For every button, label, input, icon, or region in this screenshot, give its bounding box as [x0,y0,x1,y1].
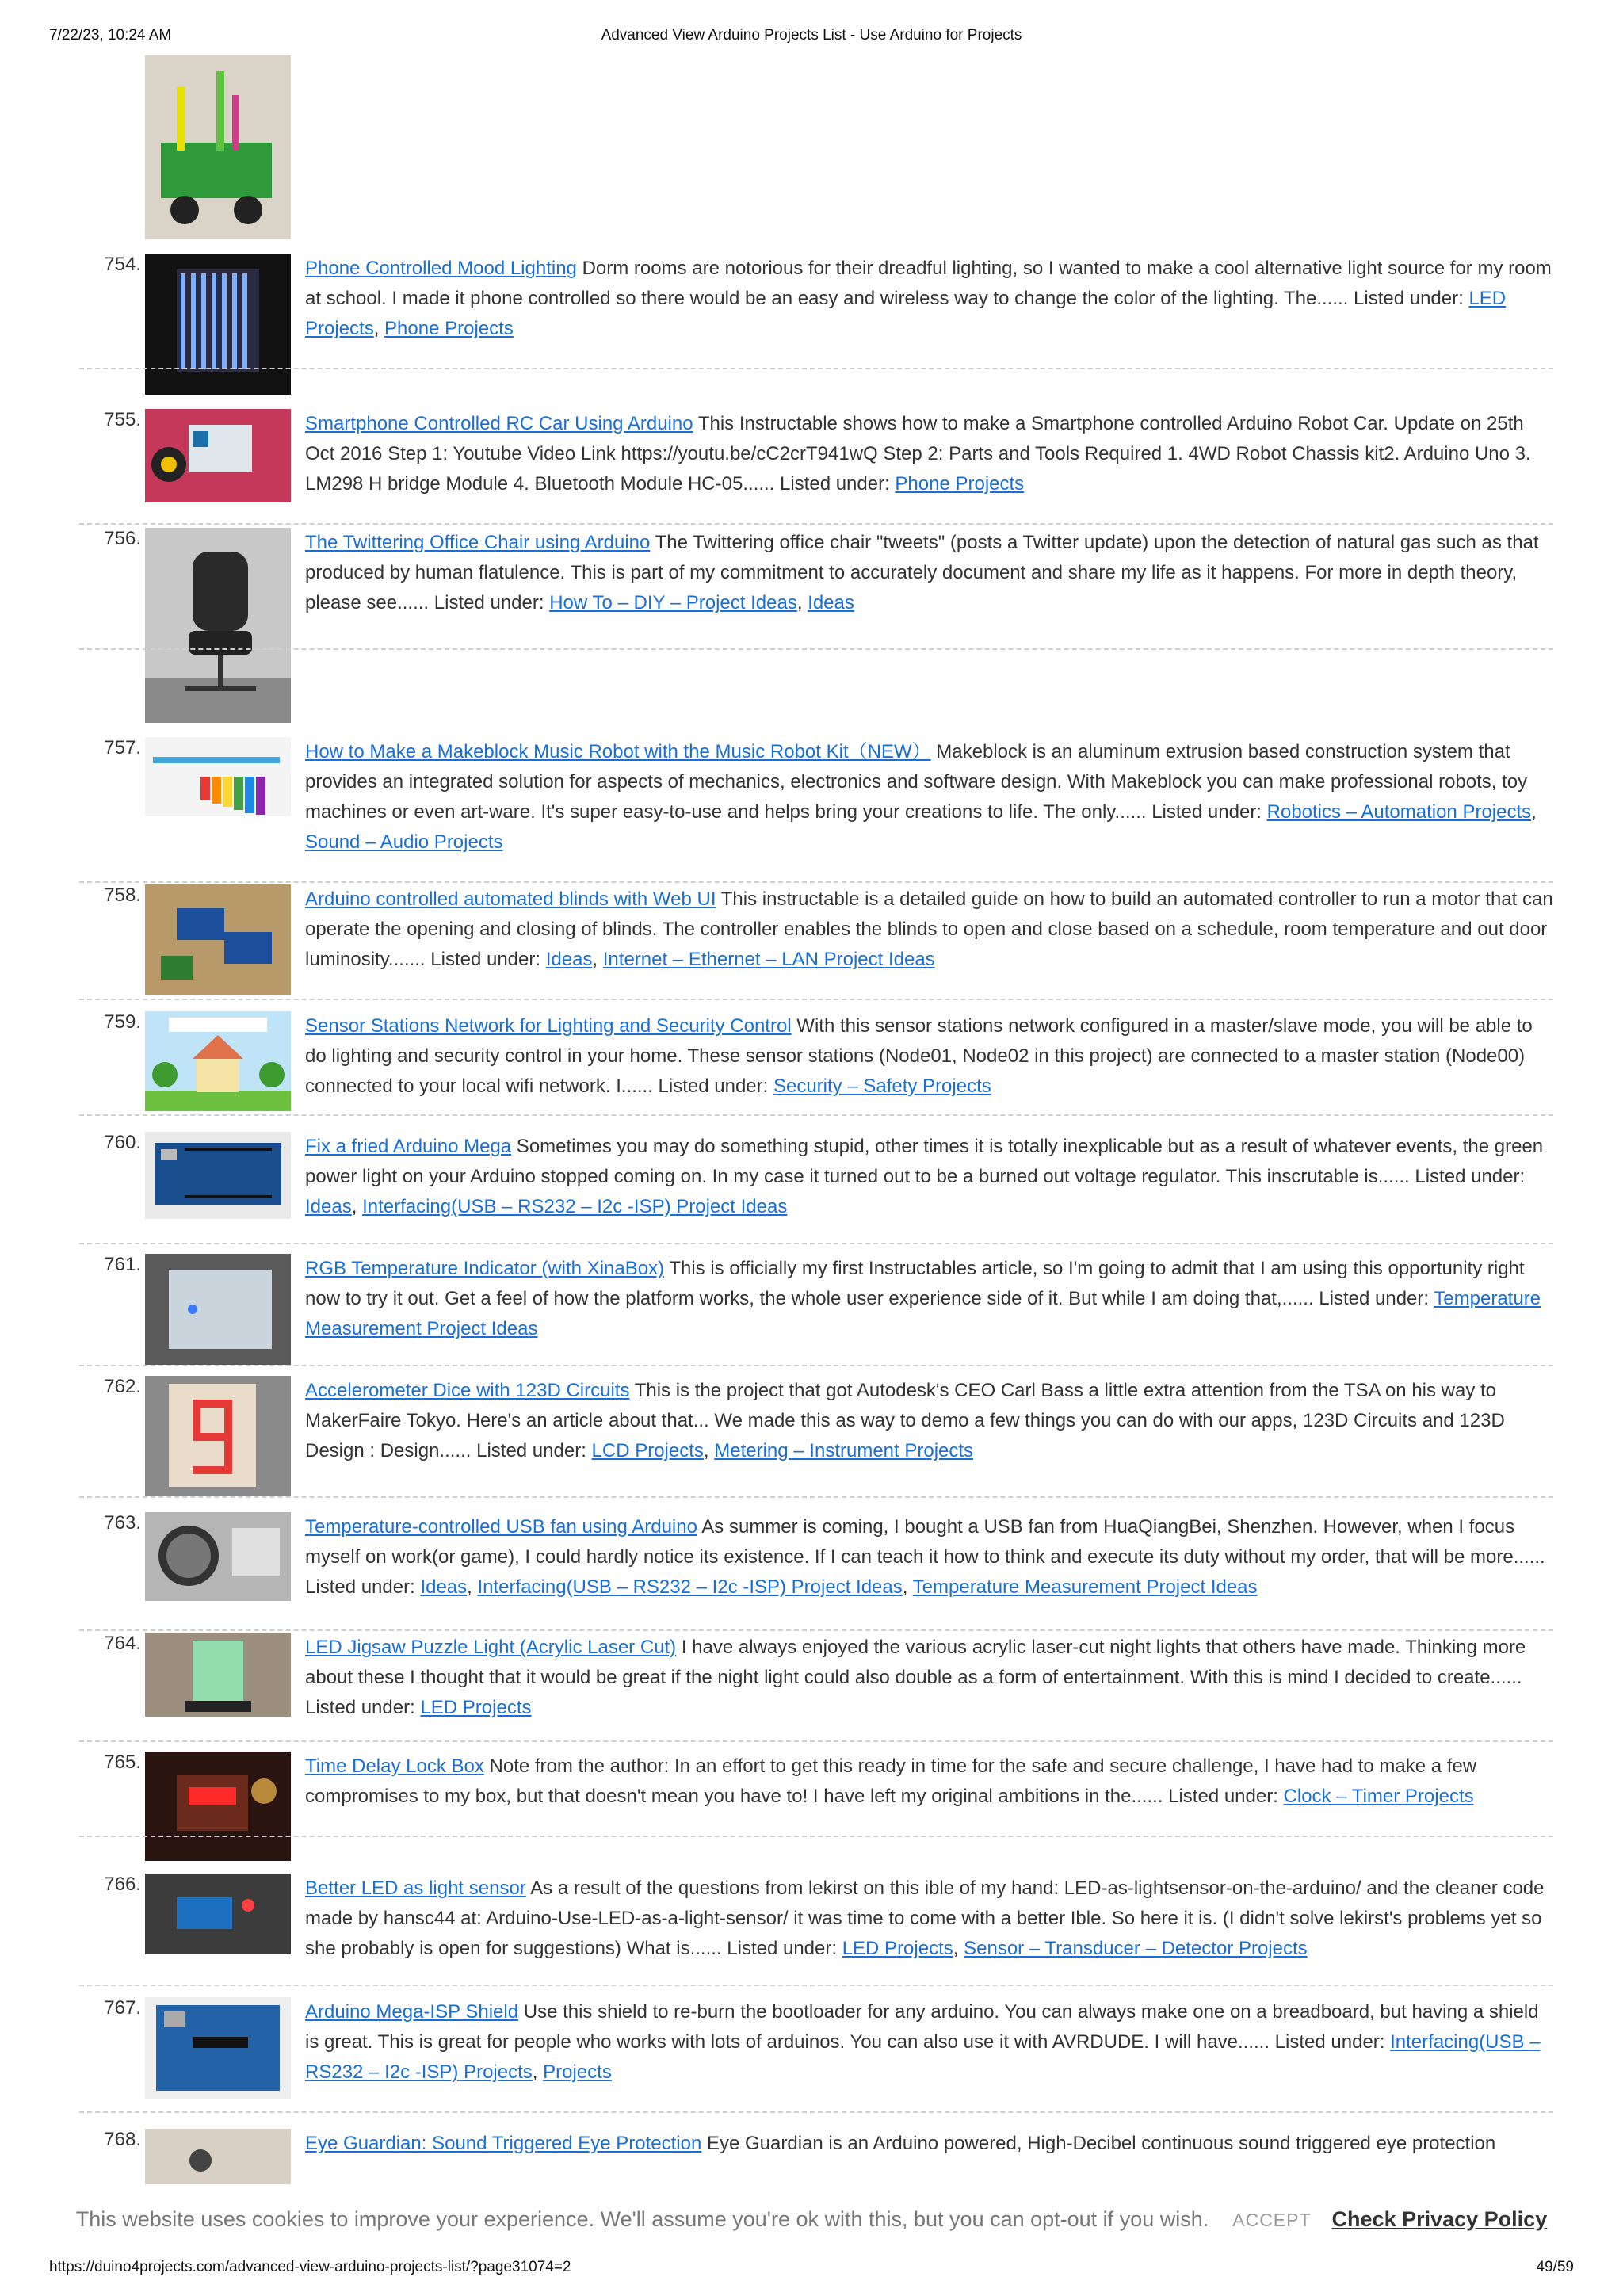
item-number: 763. [104,1512,141,1534]
project-description: Makeblock is an aluminum extrusion based construction system that provides an integrated solution for aspects of mechanics, electronics and software design. With Makeblock you can make professional robots, toy machines or even art-ware. It's super easy-to-use and helps bring your creations to life. The only...... Listed under: [305,741,1528,823]
item-text [305,1752,1553,1812]
category-link[interactable]: Ideas [808,592,854,613]
category-link[interactable]: Ideas [420,1576,468,1598]
project-description: I have always enjoyed the various acrylic laser-cut night lights that others have made. Thinking more about these I thought that it would be great if the night light could also double as a form of entertainment. With this is mind I decided to create...... Listed under: [305,1637,1526,1718]
accept-button[interactable]: ACCEPT [1232,2210,1312,2230]
list-item-766 [79,1874,1553,1986]
category-link[interactable]: Sensor – Transducer – Detector Projects [964,1938,1308,1959]
project-title-link[interactable]: Eye Guardian: Sound Triggered Eye Protection [305,2133,702,2154]
item-text [305,1011,1553,1102]
project-title-link[interactable]: Sensor Stations Network for Lighting and Security Control [305,1015,792,1037]
item-text [305,409,1553,499]
project-title-link[interactable]: LED Jigsaw Puzzle Light (Acrylic Laser Cut) [305,1637,677,1658]
category-link[interactable]: Phone Projects [384,318,514,339]
category-link[interactable]: Clock – Timer Projects [1283,1786,1474,1807]
project-description: As summer is coming, I bought a USB fan from HuaQiangBei, Shenzhen. However, when I focus myself on work(or game), I could hardly notice its existence. If I can teach it how to think and execute its duty without my order, that will be more...... Listed under: [305,1516,1545,1598]
category-link[interactable]: LED Projects [420,1697,532,1718]
item-number: 757. [104,737,141,758]
item-text: Arduino Mega-ISP Shield Use this shield to re-burn the bootloader for any arduino. You can always make one on a breadboard, but having a shield is great. This is great for people who works with lots of arduinos. You can also use it with AVRDUDE. I will have...... Listed under: Interfacing(USB – RS232 – I2c -ISP) Projects, Projects [305,2001,1541,2083]
list-item-755 [79,409,1553,525]
item-number: 755. [104,409,141,430]
item-number: 765. [104,1752,141,1773]
category-link[interactable]: Interfacing(USB – RS232 – I2c -ISP) Project Ideas [362,1196,788,1217]
item-number: 761. [104,1254,141,1275]
project-description: Dorm rooms are notorious for their dreadful lighting, so I wanted to make a cool alternative light source for my room at school. I made it phone controlled so there would be an easy and wireless way to change the color of the lighting. The...... Listed under: [305,258,1552,309]
category-link[interactable]: Projects [543,2061,612,2083]
project-title-link[interactable]: Better LED as light sensor [305,1878,526,1899]
project-title-link[interactable]: Arduino Mega-ISP Shield [305,2001,519,2023]
project-title-link[interactable]: The Twittering Office Chair using Arduino [305,532,651,553]
category-link[interactable]: Metering – Instrument Projects [714,1440,974,1461]
project-title-link[interactable]: Phone Controlled Mood Lighting [305,258,577,279]
item-number: 762. [104,1376,141,1397]
item-text: How to Make a Makeblock Music Robot with the Music Robot Kit（NEW） Makeblock is an aluminum extrusion based construction system that provides an integrated solution for aspects of mechanics, electronics and software design. With Makeblock you can make professional robots, toy machines or even art-ware. It's super easy-to-use and helps bring your creations to life. The only...... Listed under: Robotics – Automation Projects, Sound – Audio Projects [305,741,1537,853]
item-text: Temperature-controlled USB fan using Arduino As summer is coming, I bought a USB fan from HuaQiangBei, Shenzhen. However, when I focus myself on work(or game), I could hardly notice its existence. If I can teach it how to think and execute its duty without my order, that will be more...... Listed under: Ideas, Interfacing(USB – RS232 – I2c -ISP) Project Ideas, Temperature Measurement Project Ideas [305,1516,1545,1598]
item-number: 754. [104,254,141,275]
privacy-policy-link[interactable]: Check Privacy Policy [1331,2207,1548,2231]
item-text: Better LED as light sensor As a result of the questions from lekirst on this ible of my hand: LED-as-lightsensor-on-the-arduino/ and the cleaner code made by hansc44 at: Arduino-Use-LED-as-a-light-sensor/ it was time to come with a better Ible. So here it is. (I didn't solve lekirst's problems yet so she probably is open for suggestions) What is...... Listed under: LED Projects, Sensor – Transducer – Detector Projects [305,1878,1545,1959]
category-link[interactable]: Temperature Measurement Project Ideas [912,1576,1258,1598]
cookie-consent-bar [0,2187,1623,2251]
project-description: Sometimes you may do something stupid, other times it is totally inexplicable but as a result of whatever events, the green power light on your Arduino stopped coming on. In my case it turned out to be a burned out voltage regulator. This inscrutable is...... Listed under: [305,1136,1544,1187]
item-text: Arduino controlled automated blinds with Web UI This instructable is a detailed guide on how to build an automated controller to run a motor that can operate the opening and closing of blinds. The controller enables the blinds to open and close based on a schedule, room temperature and out door luminosity....... Listed under: Ideas, Internet – Ethernet – LAN Project Ideas [305,888,1553,970]
project-description: This Instructable shows how to make a Smartphone controlled Arduino Robot Car. Update on 25th Oct 2016 Step 1: Youtube Video Link https://youtu.be/cC2crT941wQ Step 2: Parts and Tools Required 1. 4WD Robot Chassis kit2. Arduino Uno 3. LM298 H bridge Module 4. Bluetooth Module HC-05...... Listed under: [305,413,1531,495]
project-title-link[interactable]: How to Make a Makeblock Music Robot with the Music Robot Kit（NEW） [305,741,931,762]
project-description: This is officially my first Instructables article, so I'm going to admit that I am using this opportunity right now to try it out. Get a feel of how the platform works, the whole user experience side of it. But while I am doing that,...... Listed under: [305,1258,1525,1309]
item-text: Accelerometer Dice with 123D Circuits This is the project that got Autodesk's CEO Carl Bass a little extra attention from the TSA on his way to MakerFaire Tokyo. Here's an article about that... We made this as way to demo a few things you can do with our apps, 123D Circuits and 123D Design : Design...... Listed under: LCD Projects, Metering – Instrument Projects [305,1380,1505,1461]
project-title-link[interactable]: Temperature-controlled USB fan using Arduino [305,1516,697,1538]
list-item-763 [79,1512,1553,1631]
project-description: This instructable is a detailed guide on how to build an automated controller to run a motor that can operate the opening and closing of blinds. The controller enables the blinds to open and close based on a schedule, room temperature and out door luminosity....... Listed under: [305,888,1553,970]
list-item-756 [79,528,1553,650]
category-link[interactable]: Ideas [545,949,593,970]
category-link[interactable]: Security – Safety Projects [773,1075,991,1097]
category-link[interactable]: LED Projects [842,1938,953,1959]
item-text: Fix a fried Arduino Mega Sometimes you may do something stupid, other times it is totally inexplicable but as a result of whatever events, the green power light on your Arduino stopped coming on. In my case it turned out to be a burned out voltage regulator. This inscrutable is...... Listed under: Ideas, Interfacing(USB – RS232 – I2c -ISP) Project Ideas [305,1136,1544,1217]
list-item-757 [79,737,1553,883]
item-number: 756. [104,528,141,549]
item-number: 767. [104,1997,141,2019]
list-item-758 [79,884,1553,1000]
project-title-link[interactable]: Time Delay Lock Box [305,1755,484,1777]
project-title-link[interactable]: Arduino controlled automated blinds with Web UI [305,888,716,910]
project-description: With this sensor stations network configured in a master/slave mode, you will be able to do lighting and security control in your home. These sensor stations (Node01, Node02 in this project) are connected to a master station (Node00) connected to your local wifi network. I...... Listed under: [305,1015,1533,1097]
category-link[interactable]: Robotics – Automation Projects [1266,801,1532,823]
cookie-message: This website uses cookies to improve your experience. We'll assume you're ok with this, but you can opt-out if you wish. [75,2207,1209,2231]
print-header [49,27,1574,51]
project-description: Note from the author: In an effort to get this ready in time for the safe and secure challenge, I have had to make a few compromises to my box, but that doesn't mean you have to! I have left my original ambitions in the...... Listed under: [305,1755,1477,1807]
list-item-764 [79,1633,1553,1742]
page-url: https://duino4projects.com/advanced-view-arduino-projects-list/?page31074=2 [49,2259,571,2275]
print-footer [49,2259,1574,2283]
project-title-link[interactable]: Fix a fried Arduino Mega [305,1136,512,1157]
item-number: 760. [104,1132,141,1153]
category-link[interactable]: Ideas [305,1196,352,1217]
item-text [305,2129,1553,2159]
category-link[interactable]: LED Projects [305,288,1507,339]
item-number: 759. [104,1011,141,1033]
item-text [305,1254,1553,1344]
project-description: The Twittering office chair "tweets" (posts a Twitter update) upon the detection of natural gas such as that produced by human flatulence. This is part of my commitment to accurately document and share my life as it happens. For more in depth theory, please see...... Listed under: [305,532,1539,613]
category-link[interactable]: LCD Projects [591,1440,704,1461]
project-description: As a result of the questions from lekirst on this ible of my hand: LED-as-lightsensor-on-the-arduino/ and the cleaner code made by hansc44 at: Arduino-Use-LED-as-a-light-sensor/ it was time to come with a better Ible. So here it is. (I didn't solve lekirst's problems yet so she probably is open for suggestions) What is...... Listed under: [305,1878,1545,1959]
print-title: Advanced View Arduino Projects List - Use Arduino for Projects [601,27,1022,44]
project-description: This is the project that got Autodesk's CEO Carl Bass a little extra attention from the TSA on his way to MakerFaire Tokyo. Here's an article about that... We made this as way to demo a few things you can do with our apps, 123D Circuits and 123D Design : Design...... Listed under: [305,1380,1505,1461]
list-item-754 [79,254,1553,369]
project-description: Use this shield to re-burn the bootloader for any arduino. You can always make one on a breadboard, but having a shield is great. This is great for people who works with lots of arduinos. You can also use it with AVRDUDE. I will have...... Listed under: [305,2001,1539,2053]
category-link[interactable]: Phone Projects [895,473,1025,495]
category-link[interactable]: How To – DIY – Project Ideas [549,592,797,613]
project-description: Eye Guardian is an Arduino powered, High-Decibel continuous sound triggered eye protection [701,2133,1496,2154]
item-text [305,1633,1553,1723]
list-item-762 [79,1376,1553,1498]
item-text: Phone Controlled Mood Lighting Dorm rooms are notorious for their dreadful lighting, so I wanted to make a cool alternative light source for my room at school. I made it phone controlled so there would be an easy and wireless way to change the color of the lighting. The...... Listed under: LED Projects, Phone Projects [305,258,1552,339]
list-item-761 [79,1254,1553,1366]
list-item-759 [79,1011,1553,1116]
list-item-767 [79,1997,1553,2113]
category-link[interactable]: Sound – Audio Projects [305,831,503,853]
category-link[interactable]: Interfacing(USB – RS232 – I2c -ISP) Projects [305,2031,1541,2083]
project-title-link[interactable]: Smartphone Controlled RC Car Using Arduino [305,413,693,434]
item-number: 758. [104,884,141,906]
project-title-link[interactable]: Accelerometer Dice with 123D Circuits [305,1380,630,1401]
list-item-765 [79,1752,1553,1837]
list-item-768 [79,2129,1553,2184]
item-number: 768. [104,2129,141,2150]
thumb-753-robot[interactable] [145,55,291,239]
category-link[interactable]: Temperature Measurement Project Ideas [305,1288,1541,1339]
item-number: 766. [104,1874,141,1895]
list-item-760 [79,1132,1553,1244]
item-text: The Twittering Office Chair using Arduino The Twittering office chair "tweets" (posts a Twitter update) upon the detection of natural gas such as that produced by human flatulence. This is part of my commitment to accurately document and share my life as it happens. For more in depth theory, please see...... Listed under: How To – DIY – Project Ideas, Ideas [305,532,1539,613]
category-link[interactable]: Internet – Ethernet – LAN Project Ideas [602,949,935,970]
item-number: 764. [104,1633,141,1654]
category-link[interactable]: Interfacing(USB – RS232 – I2c -ISP) Project Ideas [477,1576,903,1598]
project-title-link[interactable]: RGB Temperature Indicator (with XinaBox) [305,1258,665,1279]
print-date: 7/22/23, 10:24 AM [49,27,172,44]
page-number: 49/59 [1536,2259,1574,2275]
